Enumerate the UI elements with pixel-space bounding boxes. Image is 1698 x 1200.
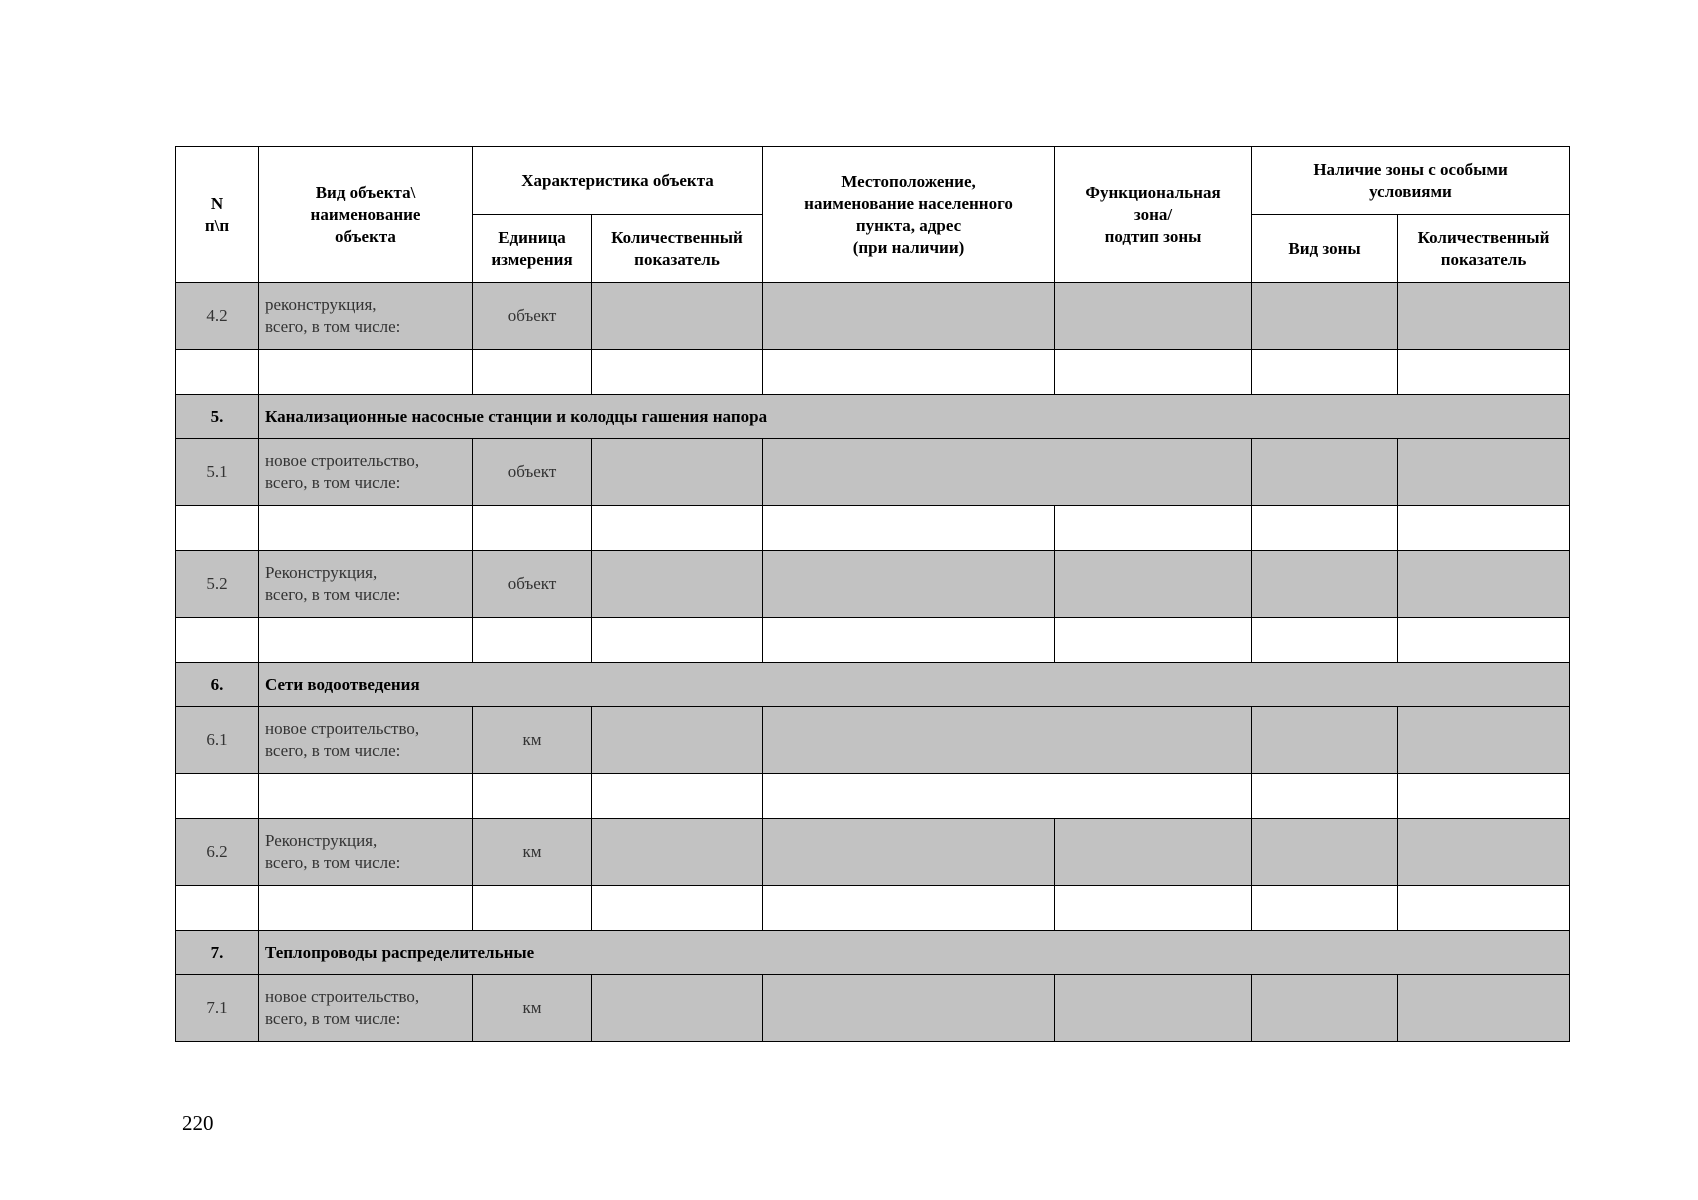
row-number: 5.2 [176,551,259,618]
table-row [176,819,1570,886]
cell [259,886,473,931]
row-number: 7.1 [176,975,259,1042]
row-location [763,819,1055,886]
table-row [176,350,1570,395]
row-quantity [592,439,763,506]
cell [176,350,259,395]
section-row [176,931,1570,975]
cell [1398,886,1570,931]
section-number: 6. [176,663,259,707]
cell [1252,618,1398,663]
section-row [176,663,1570,707]
cell [259,618,473,663]
row-zone [1055,975,1252,1042]
row-location [763,551,1055,618]
row-zone [1055,551,1252,618]
row-zone [1055,819,1252,886]
table-row [176,618,1570,663]
cell [259,774,473,819]
cell [259,506,473,551]
cell [1398,774,1570,819]
header-object-type: Вид объекта\ наименование объекта [259,147,473,283]
header-unit: Единица измерения [473,215,592,283]
header-zone-type: Вид зоны [1252,215,1398,283]
row-object-name: новое строительство, всего, в том числе: [259,707,473,774]
row-unit: объект [473,283,592,350]
cell [1055,350,1252,395]
cell [592,618,763,663]
row-quantity [592,819,763,886]
header-num: N п\п [176,147,259,283]
cell [763,886,1055,931]
row-zone-quantity [1398,551,1570,618]
header-special-zone: Наличие зоны с особыми условиями [1252,147,1570,215]
cell [473,506,592,551]
row-unit: км [473,975,592,1042]
row-zone-quantity [1398,819,1570,886]
section-title: Канализационные насосные станции и колодцы гашения напора [259,395,1570,439]
row-object-name: Реконструкция, всего, в том числе: [259,551,473,618]
row-quantity [592,283,763,350]
row-location [763,975,1055,1042]
cell [763,350,1055,395]
table-row [176,506,1570,551]
row-number: 6.2 [176,819,259,886]
section-title: Сети водоотведения [259,663,1570,707]
header-zone-quantity: Количественный показатель [1398,215,1570,283]
header-location: Местоположение, наименование населенного пункта, адрес (при наличии) [763,147,1055,283]
row-unit: км [473,819,592,886]
section-title: Теплопроводы распределительные [259,931,1570,975]
cell [592,774,763,819]
cell [1055,618,1252,663]
cell [763,506,1055,551]
cell [176,506,259,551]
table-row [176,774,1570,819]
table-row [176,283,1570,350]
cell [473,774,592,819]
row-zone-type [1252,551,1398,618]
table-row [176,551,1570,618]
row-location [763,439,1252,506]
cell [763,618,1055,663]
cell [176,886,259,931]
header-quantity: Количественный показатель [592,215,763,283]
row-zone-type [1252,819,1398,886]
cell [1252,774,1398,819]
row-unit: объект [473,551,592,618]
table-row [176,707,1570,774]
row-zone-quantity [1398,707,1570,774]
row-number: 6.1 [176,707,259,774]
row-location [763,707,1252,774]
cell [1252,886,1398,931]
cell [1252,350,1398,395]
cell [473,350,592,395]
row-quantity [592,707,763,774]
cell [1055,886,1252,931]
row-object-name: реконструкция, всего, в том числе: [259,283,473,350]
cell [176,774,259,819]
header-functional-zone: Функциональная зона/ подтип зоны [1055,147,1252,283]
row-object-name: новое строительство, всего, в том числе: [259,975,473,1042]
row-object-name: Реконструкция, всего, в том числе: [259,819,473,886]
page-number: 220 [182,1111,214,1135]
row-quantity [592,975,763,1042]
cell [592,350,763,395]
row-number: 5.1 [176,439,259,506]
row-zone-type [1252,283,1398,350]
row-quantity [592,551,763,618]
row-zone-quantity [1398,439,1570,506]
cell [1398,506,1570,551]
cell [592,506,763,551]
cell [1055,506,1252,551]
row-zone-type [1252,707,1398,774]
cell [592,886,763,931]
row-unit: км [473,707,592,774]
row-location [763,283,1055,350]
cell [176,618,259,663]
row-zone-quantity [1398,283,1570,350]
table-row [176,439,1570,506]
table-row [176,975,1570,1042]
row-unit: объект [473,439,592,506]
cell [763,774,1252,819]
section-number: 5. [176,395,259,439]
row-number: 4.2 [176,283,259,350]
table-row [176,886,1570,931]
section-number: 7. [176,931,259,975]
cell [1398,618,1570,663]
row-object-name: новое строительство, всего, в том числе: [259,439,473,506]
cell [1398,350,1570,395]
cell [1252,506,1398,551]
row-zone-type [1252,975,1398,1042]
cell [259,350,473,395]
planning-table [175,146,1570,1042]
row-zone-type [1252,439,1398,506]
cell [473,618,592,663]
header-characteristic: Характеристика объекта [473,147,763,215]
section-row [176,395,1570,439]
row-zone [1055,283,1252,350]
cell [473,886,592,931]
row-zone-quantity [1398,975,1570,1042]
